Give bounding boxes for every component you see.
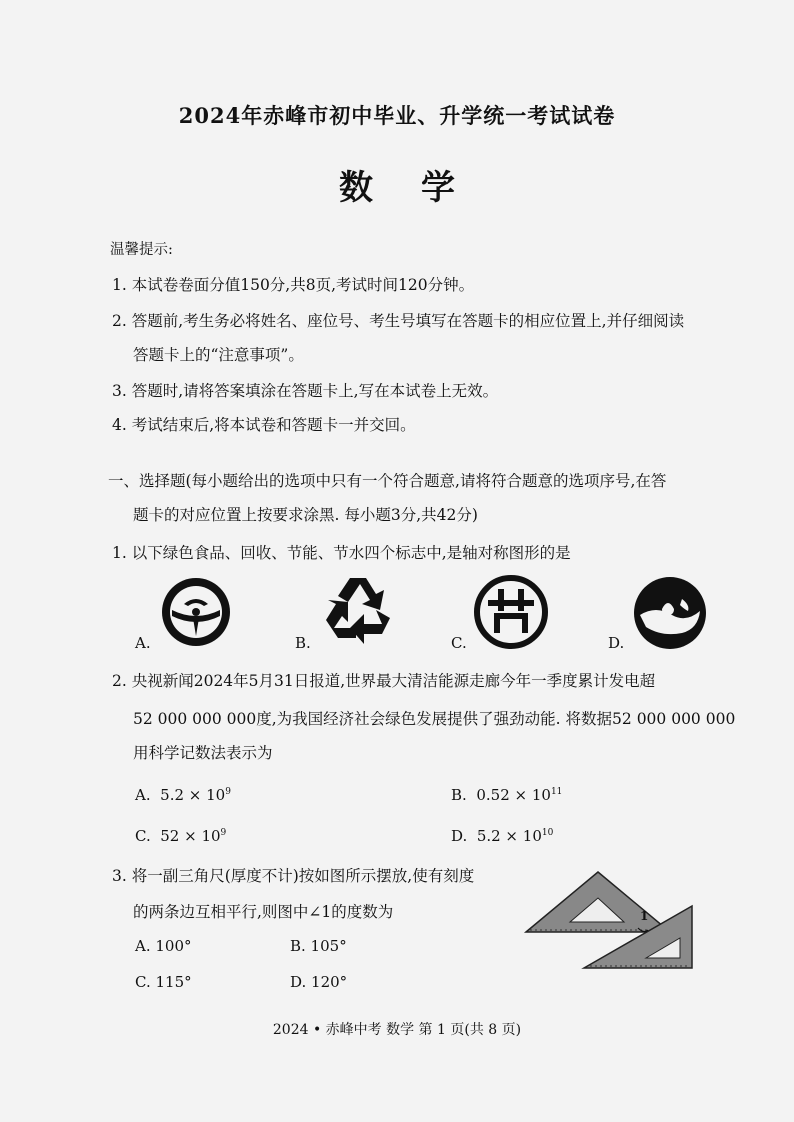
green-food-logo-icon xyxy=(160,576,232,648)
q1-option-c: C. xyxy=(451,634,467,652)
section-1-heading: 一、选择题(每小题给出的选项中只有一个符合题意,请将符合题意的选项序号,在答 xyxy=(108,472,667,490)
q3-option-d: D. 120° xyxy=(290,973,348,991)
question-2-line-2: 52 000 000 000度,为我国经济社会绿色发展提供了强劲动能. 将数据52 000 000 000 xyxy=(133,710,736,728)
tip-item-4: 4. 考试结束后,将本试卷和答题卡一并交回。 xyxy=(112,416,416,434)
tip-item-1: 1. 本试卷卷面分值150分,共8页,考试时间120分钟。 xyxy=(112,276,475,294)
q3-option-c: C. 115° xyxy=(135,973,192,991)
q3-option-b: B. 105° xyxy=(290,937,347,955)
set-square-figure xyxy=(520,868,700,978)
tips-heading: 温馨提示: xyxy=(110,242,173,258)
q2-option-a: A. $5.2 \times 10^9$ xyxy=(135,786,231,804)
question-3-line-1: 3. 将一副三角尺(厚度不计)按如图所示摆放,使有刻度 xyxy=(112,867,475,885)
page-footer: 2024 • 赤峰中考 数学 第 1 页(共 8 页) xyxy=(272,1022,522,1038)
tip-item-3: 3. 答题时,请将答案填涂在答题卡上,写在本试卷上无效。 xyxy=(112,382,499,400)
q2-option-b: B. $0.52 \times 10^{11}$ xyxy=(451,786,563,804)
q1-option-b: B. xyxy=(295,634,311,652)
water-saving-logo-icon xyxy=(632,575,708,651)
energy-saving-logo-icon xyxy=(474,575,548,649)
q3-option-a: A. 100° xyxy=(135,937,192,955)
tip-item-2: 2. 答题前,考生务必将姓名、座位号、考生号填写在答题卡的相应位置上,并仔细阅读 xyxy=(112,312,685,330)
q1-option-a: A. xyxy=(135,634,151,652)
exam-title: 2024年赤峰市初中毕业、升学统一考试试卷 xyxy=(178,103,616,128)
section-1-heading-cont: 题卡的对应位置上按要求涂黑. 每小题3分,共42分) xyxy=(133,506,478,524)
question-1: 1. 以下绿色食品、回收、节能、节水四个标志中,是轴对称图形的是 xyxy=(112,544,571,562)
angle-label: 1 xyxy=(640,909,649,923)
question-2-line-3: 用科学记数法表示为 xyxy=(133,744,273,762)
question-2-line-1: 2. 央视新闻2024年5月31日报道,世界最大清洁能源走廊今年一季度累计发电超 xyxy=(112,672,656,690)
question-3-line-2: 的两条边互相平行,则图中∠1的度数为 xyxy=(133,903,394,921)
q1-option-d: D. xyxy=(608,634,625,652)
tip-item-2-cont: 答题卡上的“注意事项”。 xyxy=(133,346,304,364)
subject-title: 数学 xyxy=(339,168,503,208)
q2-option-d: D. $5.2 \times 10^{10}$ xyxy=(451,827,554,845)
recycle-logo-icon xyxy=(318,572,398,648)
q2-option-c: C. $52 \times 10^9$ xyxy=(135,827,227,845)
